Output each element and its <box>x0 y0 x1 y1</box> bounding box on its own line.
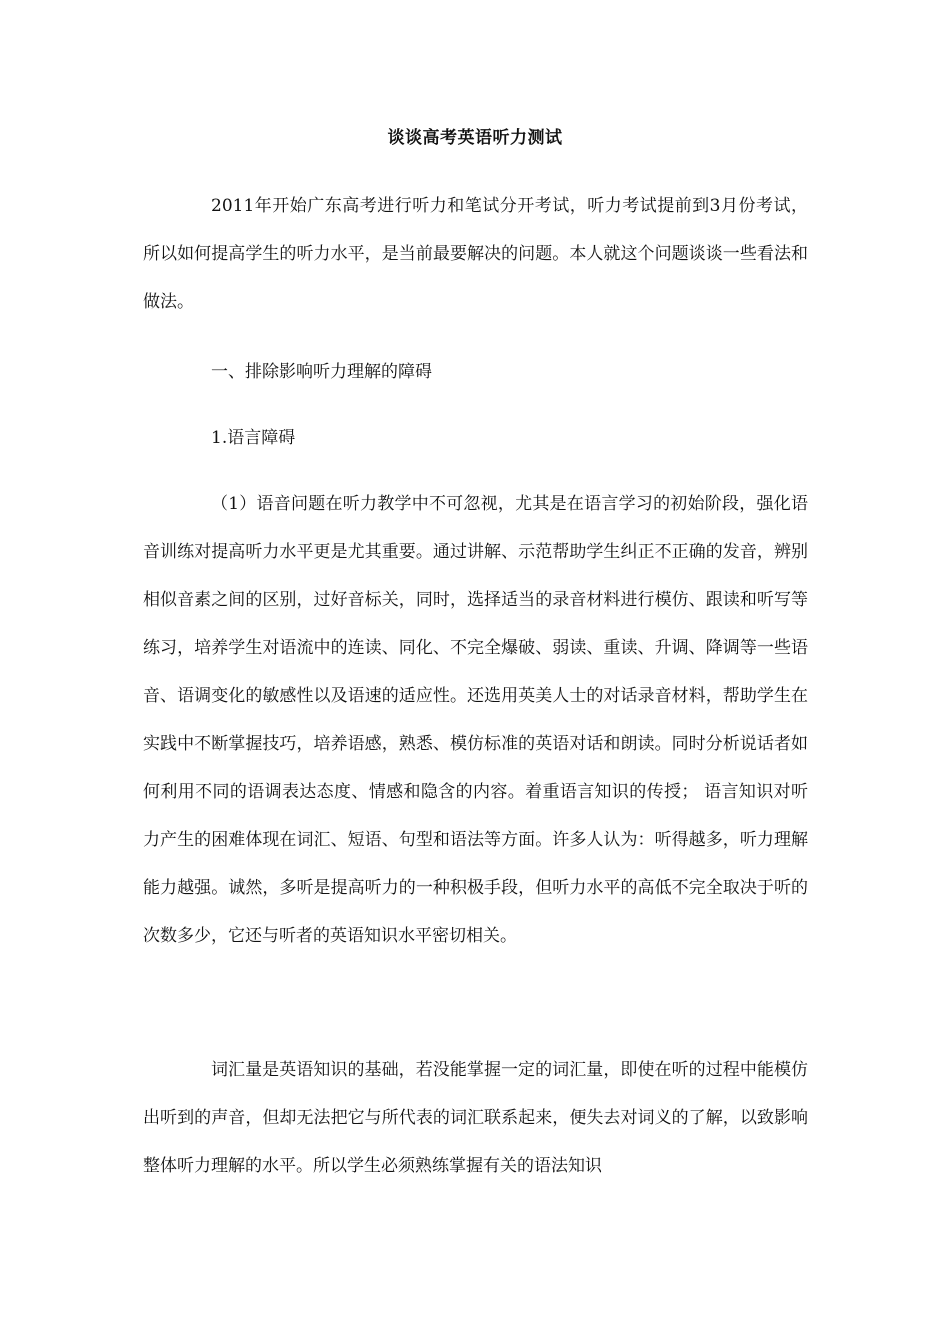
subsection-heading-1: 1.语言障碍 <box>211 428 296 448</box>
vocabulary-paragraph: 词汇量是英语知识的基础，若没能掌握一定的词汇量，即使在听的过程中能模仿出听到的声音，但却无法把它与所代表的词汇联系起来，便失去对词义的了解，以致影响整体听力理解的水平。所以学生必须熟练掌握有关的语法知识 <box>143 1060 808 1176</box>
document-title: 谈谈高考英语听力测试 <box>387 128 563 148</box>
section-heading-1: 一、排除影响听力理解的障碍 <box>211 362 432 382</box>
phonetics-paragraph: （1）语音问题在听力教学中不可忽视，尤其是在语言学习的初始阶段，强化语音训练对提高听力水平更是尤其重要。通过讲解、示范帮助学生纠正不正确的发音，辨别相似音素之间的区别，过好音标关，同时，选择适当的录音材料进行模仿、跟读和听写等练习，培养学生对语流中的连读、同化、不完全爆破、弱读、重读、升调、降调等一些语音、语调变化的敏感性以及语速的适应性。还选用英美人士的对话录音材料，帮助学生在实践中不断掌握技巧，培养语感，熟悉、模仿标准的英语对话和朗读。同时分析说话者如何利用不同的语调表达态度、情感和隐含的内容。着重语言知识的传授； 语言知识对听力产生的困难体现在词汇、短语、句型和语法等方面。许多人认为：听得越多，听力理解能力越强。诚然，多听是提高听力的一种积极手段，但听力水平的高低不完全取决于听的次数多少，它还与听者的英语知识水平密切相关。 <box>143 494 808 946</box>
intro-paragraph: 2011年开始广东高考进行听力和笔试分开考试，听力考试提前到3月份考试，所以如何提高学生的听力水平，是当前最要解决的问题。本人就这个问题谈谈一些看法和做法。 <box>143 196 808 312</box>
